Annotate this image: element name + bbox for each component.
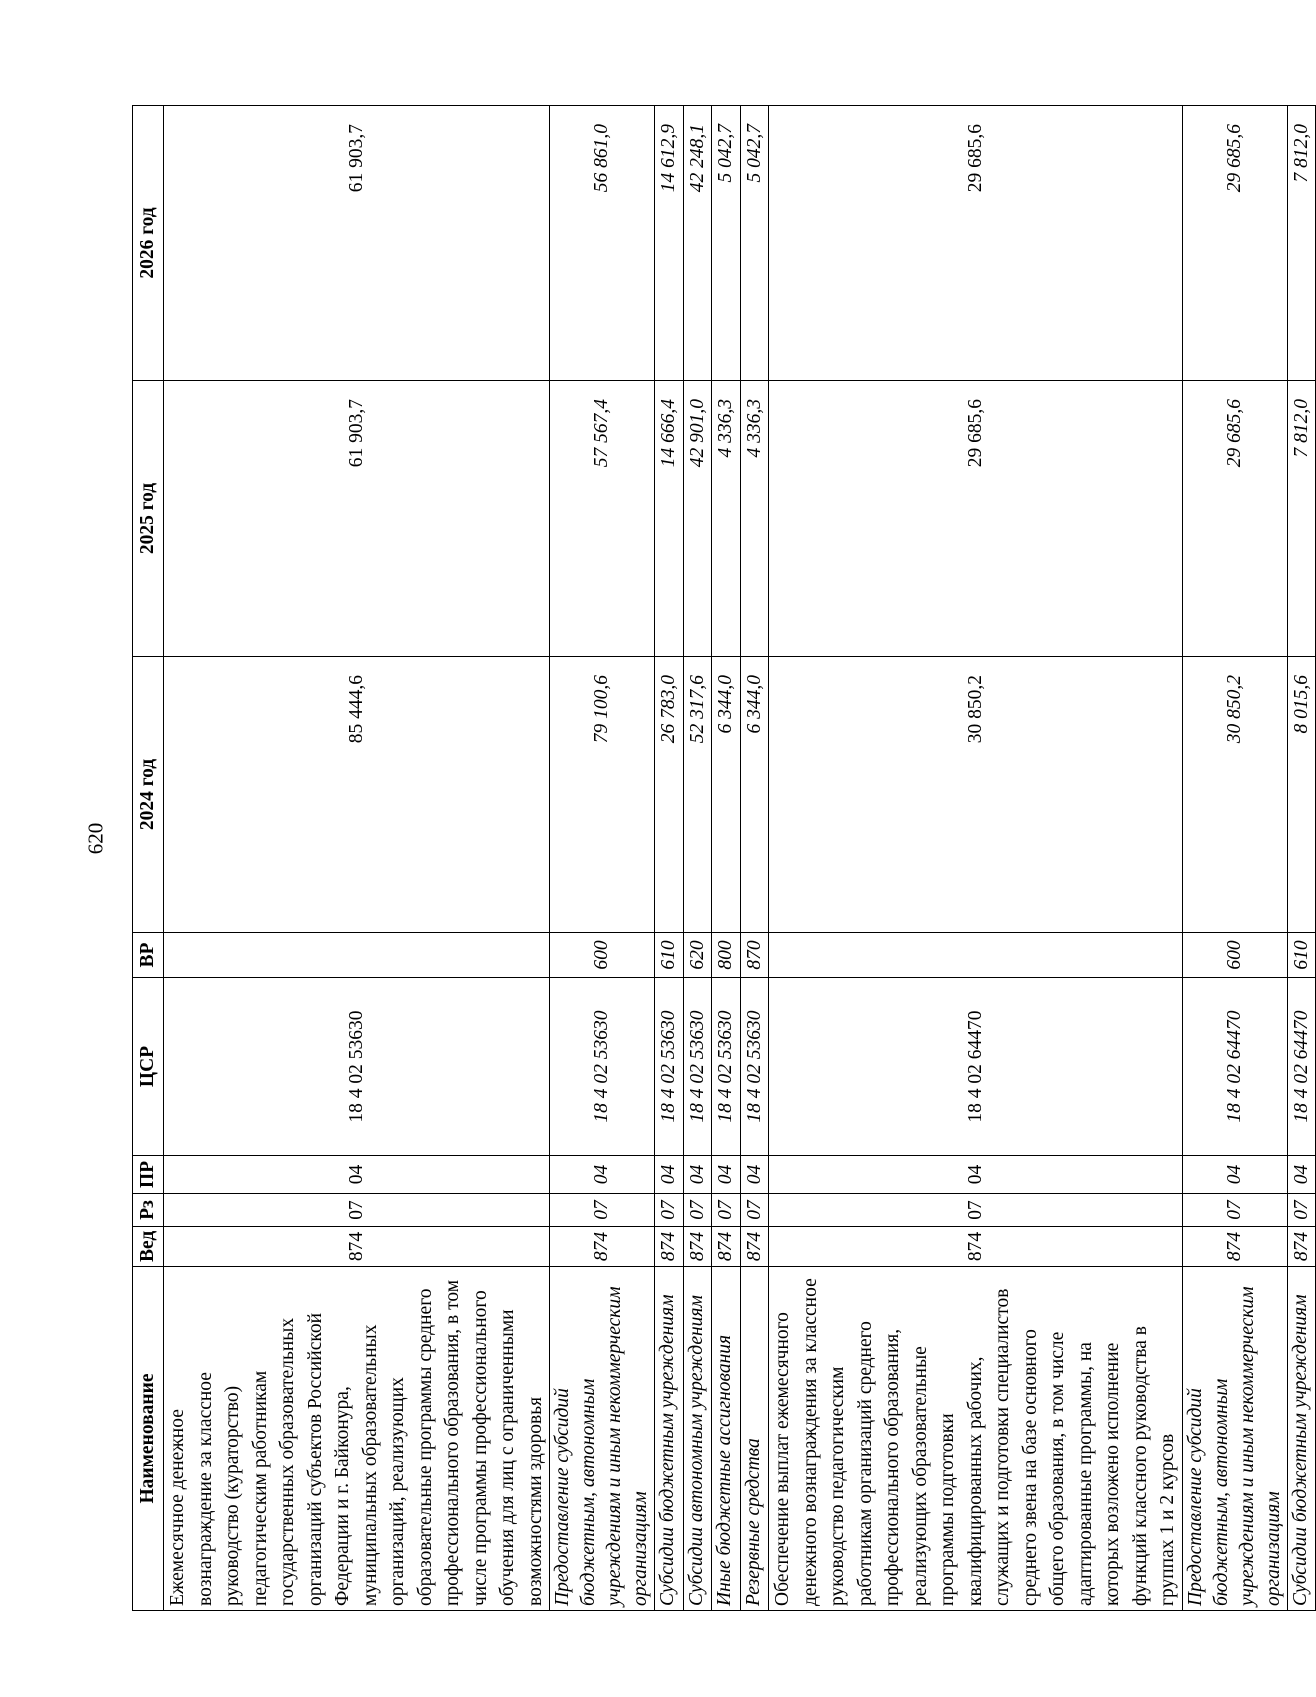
table-frame <box>132 106 1312 1611</box>
cell-pr: 04 <box>550 1156 655 1194</box>
cell-ved: 874 <box>1182 1227 1287 1267</box>
cell-vr: 800 <box>712 933 741 978</box>
cell-name: Иные бюджетные ассигнования <box>712 1267 741 1611</box>
cell-2025: 14 666,4 <box>655 381 684 657</box>
cell-2026: 29 685,6 <box>1182 106 1287 381</box>
cell-vr: 620 <box>683 933 712 978</box>
cell-ved: 874 <box>740 1227 769 1267</box>
cell-2025: 57 567,4 <box>550 381 655 657</box>
cell-2026: 61 903,7 <box>164 106 550 381</box>
cell-csr: 18 4 02 53630 <box>655 978 684 1156</box>
header-2024: 2024 год <box>133 657 164 933</box>
table-row <box>683 106 712 1611</box>
cell-name: Обеспечение выплат ежемесячного денежного вознаграждения за классное руководство педагогическим работникам организаций среднего профессионального образования, реализующих образовательные программы подготовки квалифицированных рабочих, служащих и подготовки специалистов среднего звена на базе основного общего образования, в том числе адаптированные программы, на которых возложено исполнение функций классного руководства в группах 1 и 2 курсов <box>769 1267 1183 1611</box>
cell-ved: 874 <box>550 1227 655 1267</box>
cell-2026: 5 042,7 <box>712 106 741 381</box>
cell-vr: 610 <box>1287 933 1316 978</box>
cell-ved: 874 <box>655 1227 684 1267</box>
table-header-row <box>133 106 164 1611</box>
header-2026: 2026 год <box>133 106 164 381</box>
cell-vr: 870 <box>740 933 769 978</box>
cell-rz: 07 <box>683 1194 712 1227</box>
cell-2025: 61 903,7 <box>164 381 550 657</box>
cell-pr: 04 <box>740 1156 769 1194</box>
cell-2024: 85 444,6 <box>164 657 550 933</box>
cell-name: Ежемесячное денежное вознаграждение за классное руководство (кураторство) педагогическим работникам государственных образовательных организаций субъектов Российской Федерации и г. Байконура, муниципальных образовательных организаций, реализующих образовательные программы среднего профессионального образования, в том числе программы профессионального обучения для лиц с ограниченными возможностями здоровья <box>164 1267 550 1611</box>
cell-csr: 18 4 02 64470 <box>1287 978 1316 1156</box>
header-csr: ЦСР <box>133 978 164 1156</box>
cell-ved: 874 <box>1287 1227 1316 1267</box>
cell-2026: 42 248,1 <box>683 106 712 381</box>
header-vr: ВР <box>133 933 164 978</box>
cell-rz: 07 <box>164 1194 550 1227</box>
table-row <box>655 106 684 1611</box>
cell-pr: 04 <box>655 1156 684 1194</box>
cell-pr: 04 <box>1287 1156 1316 1194</box>
cell-name: Резервные средства <box>740 1267 769 1611</box>
cell-pr: 04 <box>712 1156 741 1194</box>
header-name: Наименование <box>133 1267 164 1611</box>
cell-2024: 26 783,0 <box>655 657 684 933</box>
table-row <box>769 106 1183 1611</box>
cell-2026: 7 812,0 <box>1287 106 1316 381</box>
header-rz: Рз <box>133 1194 164 1227</box>
rotated-table-container <box>132 106 1312 1611</box>
cell-rz: 07 <box>740 1194 769 1227</box>
table-row <box>1182 106 1287 1611</box>
cell-pr: 04 <box>164 1156 550 1194</box>
cell-2025: 4 336,3 <box>712 381 741 657</box>
cell-vr <box>769 933 1183 978</box>
cell-csr: 18 4 02 53630 <box>740 978 769 1156</box>
cell-2024: 52 317,6 <box>683 657 712 933</box>
cell-2025: 29 685,6 <box>769 381 1183 657</box>
cell-vr: 600 <box>550 933 655 978</box>
cell-2025: 7 812,0 <box>1287 381 1316 657</box>
cell-ved: 874 <box>769 1227 1183 1267</box>
cell-ved: 874 <box>712 1227 741 1267</box>
cell-csr: 18 4 02 64470 <box>1182 978 1287 1156</box>
header-ved: Вед <box>133 1227 164 1267</box>
cell-rz: 07 <box>550 1194 655 1227</box>
table-body <box>164 106 1316 1611</box>
cell-name: Предоставление субсидий бюджетным, автономным учреждениям и иным некоммерческим организациям <box>550 1267 655 1611</box>
page-number: 620 <box>83 822 108 855</box>
cell-2026: 5 042,7 <box>740 106 769 381</box>
cell-csr: 18 4 02 64470 <box>769 978 1183 1156</box>
cell-name: Субсидии бюджетным учреждениям <box>1287 1267 1316 1611</box>
cell-vr: 610 <box>655 933 684 978</box>
budget-table <box>132 105 1316 1611</box>
cell-csr: 18 4 02 53630 <box>712 978 741 1156</box>
cell-csr: 18 4 02 53630 <box>550 978 655 1156</box>
header-pr: ПР <box>133 1156 164 1194</box>
cell-2026: 14 612,9 <box>655 106 684 381</box>
cell-ved: 874 <box>683 1227 712 1267</box>
cell-2024: 6 344,0 <box>712 657 741 933</box>
cell-csr: 18 4 02 53630 <box>683 978 712 1156</box>
table-row <box>550 106 655 1611</box>
cell-pr: 04 <box>769 1156 1183 1194</box>
table-row <box>164 106 550 1611</box>
cell-2024: 79 100,6 <box>550 657 655 933</box>
cell-rz: 07 <box>1287 1194 1316 1227</box>
cell-2026: 29 685,6 <box>769 106 1183 381</box>
cell-pr: 04 <box>683 1156 712 1194</box>
table-row <box>740 106 769 1611</box>
cell-2024: 30 850,2 <box>769 657 1183 933</box>
cell-vr: 600 <box>1182 933 1287 978</box>
cell-ved: 874 <box>164 1227 550 1267</box>
cell-2026: 56 861,0 <box>550 106 655 381</box>
cell-2024: 30 850,2 <box>1182 657 1287 933</box>
cell-pr: 04 <box>1182 1156 1287 1194</box>
cell-rz: 07 <box>712 1194 741 1227</box>
cell-2025: 29 685,6 <box>1182 381 1287 657</box>
cell-name: Субсидии автономным учреждениям <box>683 1267 712 1611</box>
cell-rz: 07 <box>655 1194 684 1227</box>
cell-csr: 18 4 02 53630 <box>164 978 550 1156</box>
table-row <box>712 106 741 1611</box>
cell-2024: 6 344,0 <box>740 657 769 933</box>
cell-rz: 07 <box>1182 1194 1287 1227</box>
cell-name: Субсидии бюджетным учреждениям <box>655 1267 684 1611</box>
cell-2025: 4 336,3 <box>740 381 769 657</box>
cell-rz: 07 <box>769 1194 1183 1227</box>
cell-2025: 42 901,0 <box>683 381 712 657</box>
table-row <box>1287 106 1316 1611</box>
header-2025: 2025 год <box>133 381 164 657</box>
cell-vr <box>164 933 550 978</box>
cell-2024: 8 015,6 <box>1287 657 1316 933</box>
cell-name: Предоставление субсидий бюджетным, автономным учреждениям и иным некоммерческим организациям <box>1182 1267 1287 1611</box>
